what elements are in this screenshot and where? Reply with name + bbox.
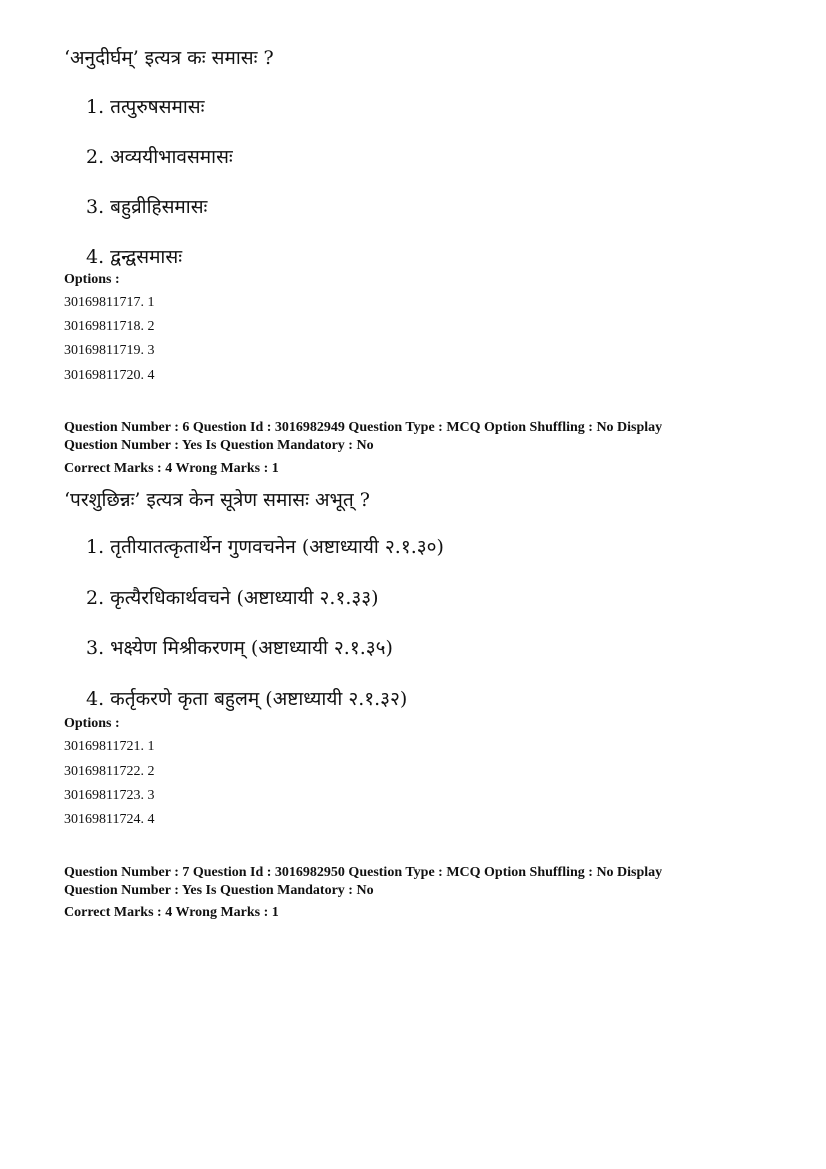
question-7-meta-line-3: Correct Marks : 4 Wrong Marks : 1 (64, 905, 279, 920)
question-5-choice-3 (86, 193, 207, 219)
question-6-options-label: Options : (64, 716, 120, 731)
choice-number: 4. (86, 688, 105, 710)
question-6-choice-1 (86, 533, 444, 559)
question-5-option-id-3: 30169811719. 3 (64, 343, 155, 358)
question-5-choice-1 (86, 93, 204, 119)
question-5-text: ‘अनुदीर्घम्’ इत्यत्र कः समासः ? (64, 47, 274, 69)
question-5-choice-2 (86, 143, 233, 169)
question-6-option-id-1: 30169811721. 1 (64, 739, 155, 754)
choice-text: कृत्यैरधिकार्थवचने (अष्टाध्यायी २.१.३३) (110, 587, 379, 609)
question-5-option-id-4: 30169811720. 4 (64, 368, 155, 383)
choice-number: 2. (86, 587, 105, 609)
choice-number: 3. (86, 637, 105, 659)
question-6-choice-4 (86, 685, 407, 711)
question-6-meta-line-1: Question Number : 6 Question Id : 3016982949 Question Type : MCQ Option Shuffling : No Display (64, 420, 663, 435)
question-6-choice-3 (86, 634, 393, 660)
question-6-text: ‘परशुछिन्नः’ इत्यत्र केन सूत्रेण समासः अभूत् ? (64, 489, 370, 511)
choice-number: 3. (86, 196, 105, 218)
question-6-option-id-3: 30169811723. 3 (64, 788, 155, 803)
choice-number: 1. (86, 536, 105, 558)
choice-number: 1. (86, 96, 105, 118)
choice-text: तृतीयातत्कृतार्थेन गुणवचनेन (अष्टाध्यायी २.१.३०) (110, 536, 444, 558)
choice-text: भक्ष्येण मिश्रीकरणम् (अष्टाध्यायी २.१.३५) (110, 637, 393, 659)
question-5-options-label: Options : (64, 272, 120, 287)
choice-text: अव्ययीभावसमासः (110, 146, 233, 168)
question-5-option-id-1: 30169811717. 1 (64, 295, 155, 310)
question-6-meta-line-2: Question Number : Yes Is Question Mandatory : No (64, 438, 374, 453)
choice-text: तत्पुरुषसमासः (110, 96, 205, 118)
choice-text: कर्तृकरणे कृता बहुलम् (अष्टाध्यायी २.१.३२) (110, 688, 408, 710)
question-7-meta-line-2: Question Number : Yes Is Question Mandatory : No (64, 883, 374, 898)
question-5-choice-4 (86, 243, 182, 269)
question-5-option-id-2: 30169811718. 2 (64, 319, 155, 334)
question-6-meta-line-3: Correct Marks : 4 Wrong Marks : 1 (64, 461, 279, 476)
question-6-option-id-2: 30169811722. 2 (64, 764, 155, 779)
question-6-choice-2 (86, 584, 379, 610)
choice-number: 4. (86, 246, 105, 268)
choice-text: बहुव्रीहिसमासः (110, 196, 208, 218)
question-7-meta-line-1: Question Number : 7 Question Id : 3016982950 Question Type : MCQ Option Shuffling : No Display (64, 865, 663, 880)
choice-number: 2. (86, 146, 105, 168)
choice-text: द्वन्द्वसमासः (110, 246, 183, 268)
question-6-option-id-4: 30169811724. 4 (64, 812, 155, 827)
